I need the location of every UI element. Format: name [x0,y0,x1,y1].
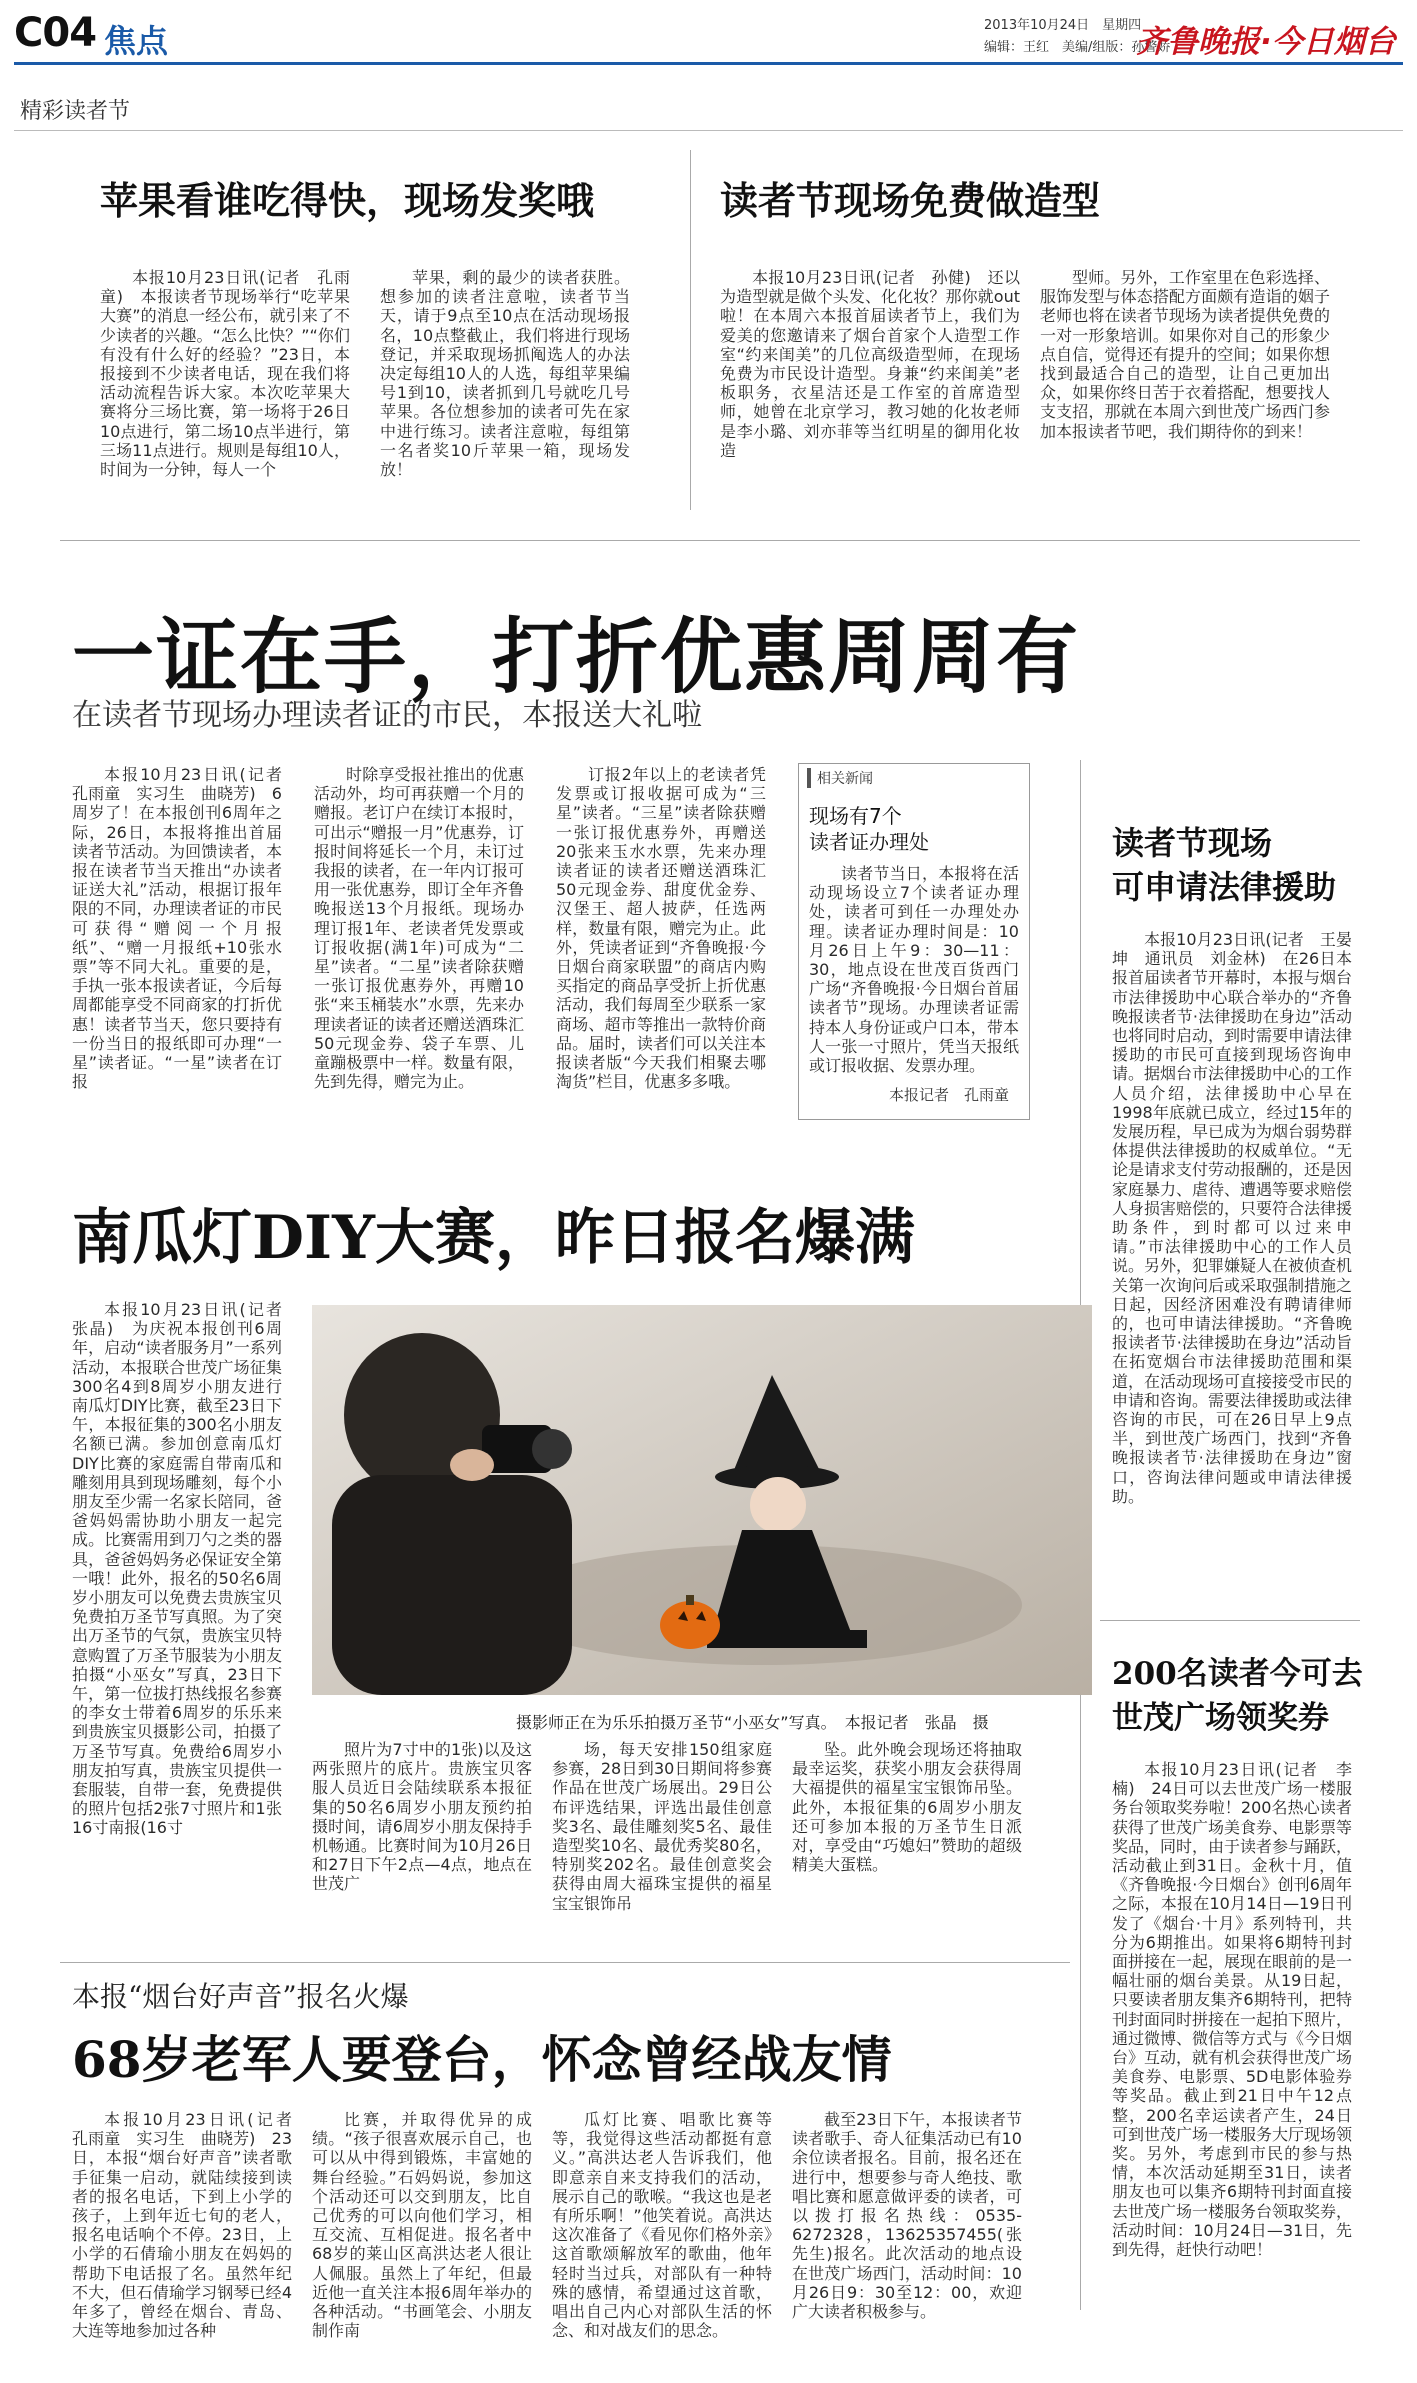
apple-paragraph: 本报10月23日讯(记者 孔雨童) 本报读者节现场举行“吃苹果大赛”的消息一经公布，就引来了不少读者的兴趣。“怎么比快？”“你们有没有什么好的经验？”23日，本报接到不少读者电话，现在我们将活动流程告诉大家。本次吃苹果大赛将分三场比赛，第一场将于26日10点进行，第二场10点半进行，第三场11点进行。规则是每组10人，时间为一分钟，每人一个 [100,268,350,480]
makeup-paragraph: 型师。另外，工作室里在色彩选择、服饰发型与体态搭配方面颇有造诣的姻子老师也将在读者节现场为读者提供免费的一对一形象培训。如果你对自己的形象少点自信，觉得还有提升的空间；如果你想找到最适合自己的造型，让自己更加出众，如果你终日苦于衣着搭配，想要找人支支招，那就在本周六到世茂广场西门参加本报读者节吧，我们期待你的到来！ [1040,268,1330,441]
masthead-rule [14,62,1403,65]
legal-paragraph: 本报10月23日讯(记者 王晏坤 通讯员 刘金林) 在26日本报首届读者节开幕时，本报与烟台市法律援助中心联合举办的“齐鲁晚报读者节·法律援助在身边”活动也将同时启动，到时需要申请法律援助的市民可直接到现场咨询申请。据烟台市法律援助中心的工作人员介绍，法律援助中心早在1998年底就已成立，经过15年的发展历程，早已成为为烟台弱势群体提供法律援助的权威单位。“无论是请求支付劳动报酬的，还是因家庭暴力、虐待、遭遇等要求赔偿人身损害赔偿的，只要符合法律援助条件，到时都可以过来申请。”市法律援助中心的工作人员说。另外，犯罪嫌疑人在被侦查机关第一次询问后或采取强制措施之日起，因经济困难没有聘请律师的，也可申请法律援助。“齐鲁晚报读者节·法律援助在身边”活动旨在拓宽烟台市法律援助范围和渠道，在活动现场可直接接受市民的申请和咨询。需要法律援助或法律咨询的市民，可在26日早上9点半，到世茂广场西门，找到“齐鲁晚报读者节·法律援助在身边”窗口，咨询法律问题或申请法律援助。 [1112,930,1353,1506]
column-bar [14,88,1403,131]
veteran-body-col1 [72,2110,309,2365]
apple-headline: 苹果看谁吃得快，现场发奖哦 [100,178,595,223]
page-number: C04 [14,10,97,56]
veteran-paragraph: 本报10月23日讯(记者 孔雨童 实习生 曲晓芳) 23日，本报“烟台好声音”读者歌手征集一启动，就陆续接到读者的报名电话，下到上小学的孩子，上到年近七旬的老人，报名电话响个不停。23日，上小学的石倩瑜小朋友在妈妈的帮助下电话报了名。虽然年纪不大，但石倩瑜学习钢琴已经4年多了，曾经在烟台、青岛、大连等地参加过各种 [72,2110,309,2341]
section-divider [60,540,1360,541]
veteran-paragraph: 截至23日下午，本报读者节读者歌手、奇人征集活动已有10余位读者报名。目前，报名还在进行中，想要参与奇人绝技、歌唱比赛和愿意做评委的读者，可以拨打报名热线：0535-6272328，13625357455(张先生)报名。此次活动的地点设在世茂广场西门，活动时间：10月26日9：30至12：00，欢迎广大读者积极参与。 [792,2110,1022,2322]
voucher-paragraph: 本报10月23日讯(记者 李楠) 24日可以去世茂广场一楼服务台领取奖券啦！200名热心读者获得了世茂广场美食券、电影票等奖品，同时，由于读者参与踊跃，活动截止到31日。金秋十月，值《齐鲁晚报·今日烟台》创刊6周年之际，本报在10月14日—19日刊发了《烟台·十月》系列特刊，共分为6期推出。如果将6期特刊封面拼接在一起，展现在眼前的是一幅壮丽的烟台美景。从19日起，只要读者朋友集齐6期特刊，把特刊封面同时拼接在一起拍下照片，通过微博、微信等方式与《今日烟台》互动，就有机会获得世茂广场美食券、电影票、5D电影体验券等奖品。截止到21日中午12点整，200名幸运读者产生，24日可到世茂广场一楼服务大厅现场领奖。另外，考虑到市民的参与热情，本次活动延期至31日，读者朋友也可以集齐6期特刊封面直接去世茂广场一楼服务台领取奖券，活动时间：10月24日—31日，先到先得，赶快行动吧！ [1112,1760,1353,2260]
related-news-title-2: 读者证办理处 [809,830,929,854]
apple-body-col1 [100,268,350,503]
card-paragraph: 本报10月23日讯(记者 孔雨童 实习生 曲晓芳) 6周岁了！在本报创刊6周年之际，26日，本报将推出首届读者节活动。为回馈读者，本报在读者节当天推出“办读者证送大礼”活动，根据订报年限的不同，办理读者证的市民可获得“赠阅一个月报纸”、“赠一月报纸+10张水票”等不同大礼。重要的是，手执一张本报读者证，今后每周都能享受不同商家的打折优惠！读者节当天，您只要持有一份当日的报纸即可办理“一星”读者证。“一星”读者在订报 [72,765,299,1092]
apple-paragraph: 苹果，剩的最少的读者获胜。想参加的读者注意啦，读者节当天，请于9点至10点在活动现场报名，10点整截止，我们将进行现场登记，并采取现场抓阄选人的办法决定每组10人的人选，每组苹果编号1到10，读者抓到几号就吃几号苹果。各位想参加的读者可先在家中进行练习。读者注意啦，每组第一名者奖10斤苹果一箱，现场发放！ [380,268,630,480]
veteran-body-col4 [792,2110,1022,2365]
voucher-headline-2: 世茂广场领奖券 [1112,1700,1329,1736]
photo-illustration [312,1305,1092,1695]
column-divider [690,150,691,510]
veteran-headline: 68岁老军人要登台，怀念曾经战友情 [72,2030,892,2089]
date-line: 2013年10月24日 星期四 [984,18,1142,33]
column-label: 精彩读者节 [20,99,131,124]
pumpkin-body-col2 [312,1740,532,1940]
card-subhead: 在读者节现场办理读者证的市民，本报送大礼啦 [72,698,702,733]
card-body-col3 [556,765,766,1120]
legal-body [1112,930,1352,1585]
veteran-paragraph: 瓜灯比赛、唱歌比赛等等，我觉得这些活动都挺有意义。”高洪达老人告诉我们，他即意亲自来支持我们的活动，展示自己的歌喉。“我这也是老有所乐啊！”他笑着说。高洪达这次准备了《看见你们格外亲》这首歌颂解放军的歌曲，他年轻时当过兵，对部队有一种特殊的感情，希望通过这首歌，唱出自己内心对部队生活的怀念、和对战友们的思念。 [552,2110,772,2341]
related-news-body [809,864,1019,1074]
pumpkin-body-col3 [552,1740,772,1940]
masthead [0,0,1417,68]
pumpkin-body-col4 [792,1740,1022,1940]
news-photo [312,1305,1092,1695]
photo-caption: 摄影师正在为乐乐拍摄万圣节“小巫女”写真。 本报记者 张晶 摄 [516,1713,989,1732]
pumpkin-paragraph: 坠。此外晚会现场还将抽取最幸运奖，获奖小朋友会获得周大福提供的福星宝宝银饰吊坠。此外，本报征集的6周岁小朋友还可参加本报的万圣节生日派对，享受由“巧媳妇”赞助的超级精美大蛋糕。 [792,1740,1022,1875]
veteran-paragraph: 比赛，并取得优异的成绩。“孩子很喜欢展示自己，也可以从中得到锻炼，丰富她的舞台经验。”石妈妈说，参加这个活动还可以交到朋友，比自己优秀的可以向他们学习，相互交流、互相促进。报名者中68岁的莱山区高洪达老人很让人佩服。虽然上了年纪，但最近他一直关注本报6周年举办的各种活动。“书画笔会、小朋友制作南 [312,2110,532,2341]
veteran-kicker: 本报“烟台好声音”报名火爆 [72,1980,409,2013]
pumpkin-headline: 南瓜灯DIY大赛，昨日报名爆满 [72,1203,915,1273]
section-divider [60,1962,1070,1963]
pumpkin-body-col1 [72,1300,299,1940]
pumpkin-paragraph: 照片为7寸中的1张)以及这两张照片的底片。贵族宝贝客服人员近日会陆续联系本报征集的50名6周岁小朋友预约拍摄时间，请6周岁小朋友保持手机畅通。比赛时间为10月26日和27日下午2点—4点，地点在世茂广 [312,1740,532,1894]
paper-logo: 齐鲁晚报·今日烟台 [1136,24,1396,60]
card-paragraph: 订报2年以上的老读者凭发票或订报收据可成为“三星”读者。“三星”读者除获赠一张订报优惠券外，再赠送20张来玉水水票，先来办理读者证的读者还赠送酒珠汇50元现金券、甜度优金券、汉堡王、超人披萨，任选两样，数量有限，赠完为止。此外，凭读者证到“齐鲁晚报·今日烟台商家联盟”的商店内购买指定的商品享受折上折优惠活动，我们每周至少联系一家商场、超市等推出一款特价商品。届时，读者们可以关注本报读者版“今天我们相聚去哪淘货”栏目，优惠多多哦。 [556,765,766,1092]
veteran-body-col2 [312,2110,532,2365]
makeup-body-col2 [1040,268,1330,503]
makeup-paragraph: 本报10月23日讯(记者 孙健) 还以为造型就是做个头发、化化妆？那你就out啦！在本周六本报首届读者节上，我们为爱美的您邀请来了烟台首家个人造型工作室“约来闺美”的几位高级造型师，在现场免费为市民设计造型。身兼“约来闺美”老板职务，衣星洁还是工作室的首席造型师，她曾在北京学习，教习她的化妆老师是李小璐、刘亦菲等当红明星的御用化妆造 [720,268,1020,460]
card-body-col1 [72,765,299,1120]
veteran-body-col3 [552,2110,772,2365]
voucher-headline-1: 200名读者今可去 [1112,1656,1363,1692]
makeup-body-col1 [720,268,1020,503]
related-news-label: 相关新闻 [807,768,873,788]
legal-headline-2: 可申请法律援助 [1112,868,1337,906]
voucher-body [1112,1760,1352,2360]
related-news-byline: 本报记者 孔雨童 [889,1086,1010,1104]
editor-line: 编辑：王红 美编/组版：孙警娇 [984,40,1171,55]
makeup-headline: 读者节现场免费做造型 [720,178,1101,223]
related-news-paragraph: 读者节当日，本报将在活动现场设立7个读者证办理处，读者可到任一办理处办理。读者证办理时间是：10月26日上午9：30—11：30，地点设在世茂百货西门广场“齐鲁晚报·今日烟台首届读者节”现场。办理读者证需持本人身份证或户口本，带本人一张一寸照片，凭当天报纸或订报收据、发票办理。 [809,864,1019,1076]
card-headline: 一证在手，打折优惠周周有 [72,609,1081,705]
pumpkin-paragraph: 本报10月23日讯(记者 张晶) 为庆祝本报创刊6周年，启动“读者服务月”一系列活动，本报联合世茂广场征集300名4到8周岁小朋友进行南瓜灯DIY比赛，截至23日下午，本报征集的300名小朋友名额已满。参加创意南瓜灯DIY比赛的家庭需自带南瓜和雕刻用具到现场雕刻，每个小朋友至少需一名家长陪同，爸爸妈妈需协助小朋友一起完成。比赛需用到刀勺之类的器具，爸爸妈妈务必保证安全第一哦！此外，报名的50名6周岁小朋友可以免费去贵族宝贝免费拍万圣节写真照。为了突出万圣节的气氛，贵族宝贝特意购置了万圣节服装为小朋友拍摄“小巫女”写真，23日下午，第一位拔打热线报名参赛的李女士带着6周岁的乐乐来到贵族宝贝摄影公司，拍摄了万圣节写真。免费给6周岁小朋友拍写真，贵族宝贝提供一套服装，自带一套，免费提供的照片包括2张7寸照片和1张16寸南报(16寸 [72,1300,299,1838]
pumpkin-paragraph: 场，每天安排150组家庭参赛，28日到30日期间将参赛作品在世茂广场展出。29日公布评选结果，评选出最佳创意奖3名、最佳雕刻奖5名、最佳造型奖10名、最优秀奖80名，特别奖202名。最佳创意奖会获得由周大福珠宝提供的福星宝宝银饰吊 [552,1740,772,1913]
legal-headline-1: 读者节现场 [1112,824,1273,862]
apple-body-col2 [380,268,630,503]
section-divider [1100,1620,1360,1621]
card-paragraph: 时除享受报社推出的优惠活动外，均可再获赠一个月的赠报。老订户在续订本报时，可出示“赠报一月”优惠券，订报时间将延长一个月，未订过我报的读者，在一年内订报可用一张优惠券，即订全年齐鲁晚报送13个月报纸。现场办理订报1年、老读者凭发票或订报收据(满1年)可成为“二星”读者。“二星”读者除获赠一张订报优惠券外，再赠10张“来玉桶装水”水票，先来办理读者证的读者还赠送酒珠汇50元现金券、袋子车票、儿童蹦极票中一样。数量有限，先到先得，赠完为止。 [314,765,524,1092]
section-name: 焦点 [104,22,169,60]
related-news-title-1: 现场有7个 [809,804,902,828]
related-news-box [798,763,1030,1120]
card-body-col2 [314,765,524,1120]
